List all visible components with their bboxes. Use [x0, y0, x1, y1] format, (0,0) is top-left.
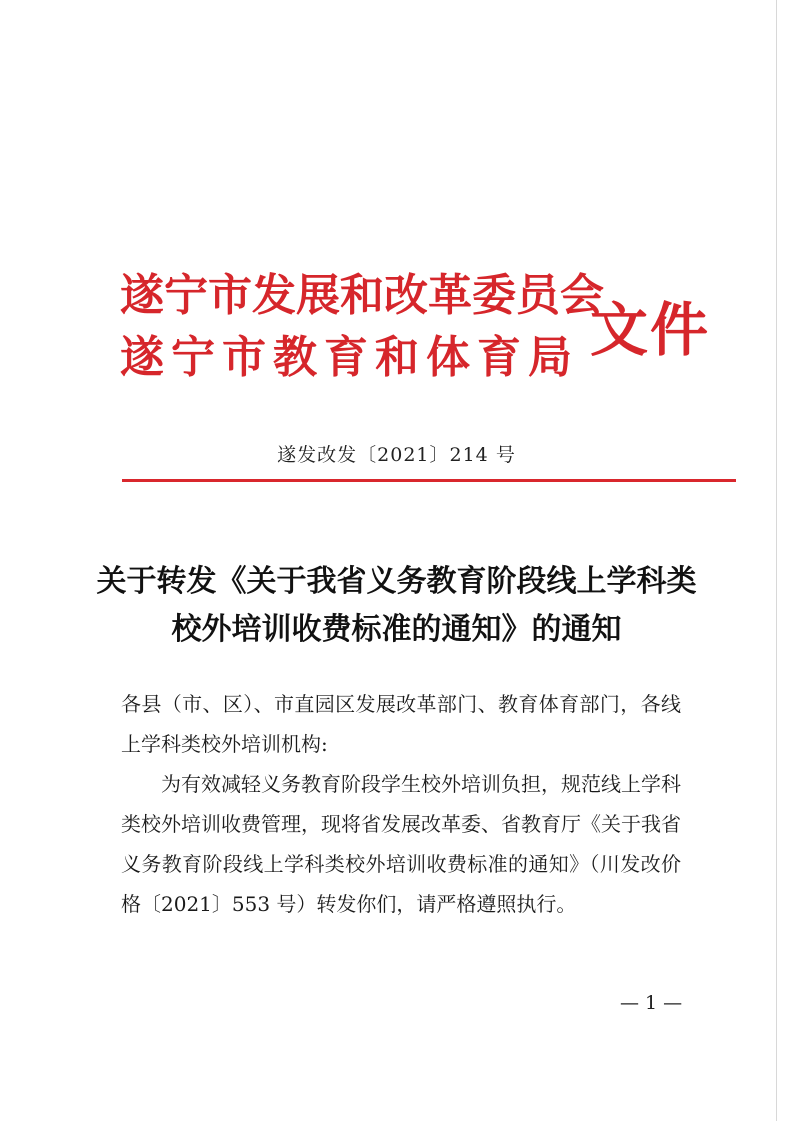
issuer-name-education-sports: 遂宁市教育和体育局	[120, 332, 579, 383]
document-number: 遂发改发〔2021〕214 号	[277, 444, 516, 466]
title-line-2: 校外培训收费标准的通知》的通知	[171, 612, 622, 647]
recipients-line: 各县（市、区）、市直园区发展改革部门、教育体育部门，各线上学科类校外培训机构:	[121, 692, 681, 756]
red-divider-line	[122, 479, 736, 482]
document-title	[90, 558, 703, 654]
title-line-1: 关于转发《关于我省义务教育阶段线上学科类	[96, 564, 697, 599]
document-type-label: 文件	[590, 296, 711, 364]
page-number: — 1 —	[620, 992, 683, 1014]
body-paragraph: 为有效减轻义务教育阶段学生校外培训负担，规范线上学科类校外培训收费管理，现将省发展改革委、省教育厅《关于我省义务教育阶段线上学科类校外培训收费标准的通知》（川发改价格〔2021〕553 号）转发你们，请严格遵照执行。	[121, 772, 681, 916]
document-body	[121, 684, 681, 924]
issuer-name-development-reform: 遂宁市发展和改革委员会	[120, 270, 604, 321]
scan-edge-line	[776, 0, 777, 1121]
issuer-header	[120, 272, 720, 402]
